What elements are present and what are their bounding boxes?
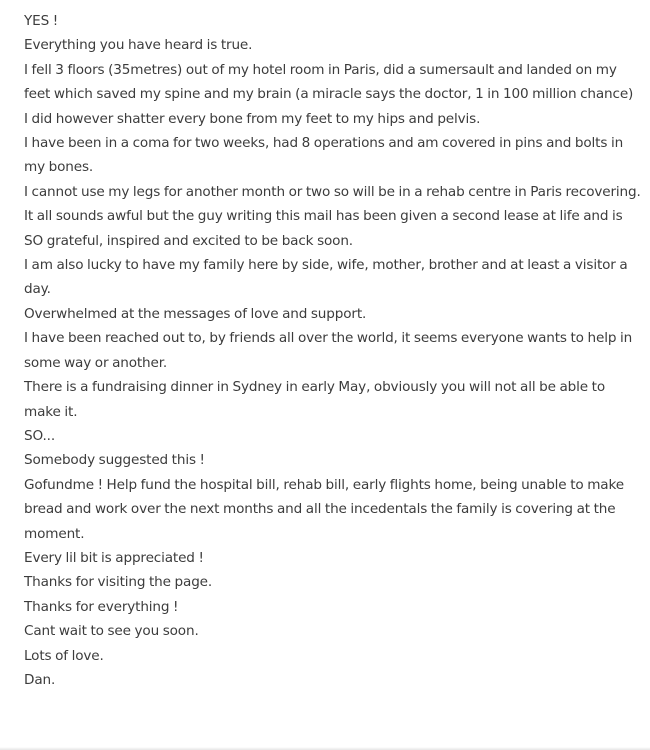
- post-line-everything-true: Everything you have heard is true.: [24, 37, 253, 54]
- post-line-fundraising-dinner: There is a fundraising dinner in Sydney in early May, obviously you will not all be able to make it.: [24, 379, 606, 420]
- post-line-shatter-bones: I did however shatter every bone from my feet to my hips and pelvis.: [24, 110, 481, 127]
- post-line-coma: I have been in a coma for two weeks, had 8 operations and am covered in pins and bolts in my bones.: [24, 135, 624, 176]
- post-line-so: SO...: [24, 427, 55, 444]
- post-body: [24, 9, 642, 692]
- post-line-family: I am also lucky to have my family here by side, wife, mother, brother and at least a visitor a day.: [24, 257, 628, 298]
- post-signature: Dan.: [24, 671, 56, 688]
- post-line-reached-out: I have been reached out to, by friends all over the world, it seems everyone wants to help in some way or another.: [24, 330, 633, 371]
- post-line-yes: YES !: [24, 13, 59, 29]
- post-line-overwhelmed: Overwhelmed at the messages of love and support.: [24, 305, 367, 322]
- post-line-gofundme: Gofundme ! Help fund the hospital bill, rehab bill, early flights home, being unable to make bread and work over the next months and all the incedentals the family is covering at the moment.: [24, 476, 624, 542]
- post-line-lots-of-love: Lots of love.: [24, 647, 104, 664]
- post-line-cant-wait: Cant wait to see you soon.: [24, 623, 199, 640]
- post-line-appreciated: Every lil bit is appreciated !: [24, 549, 204, 566]
- post-line-thanks-visiting: Thanks for visiting the page.: [24, 574, 213, 591]
- post-line-thanks-everything: Thanks for everything !: [24, 598, 179, 615]
- post-line-rehab: I cannot use my legs for another month or two so will be in a rehab centre in Paris recovering.: [24, 183, 641, 200]
- post-line-suggested: Somebody suggested this !: [24, 452, 205, 469]
- post-line-second-lease: It all sounds awful but the guy writing this mail has been given a second lease at life and is SO grateful, inspired and excited to be back soon.: [24, 208, 623, 249]
- post-line-fell-3-floors: I fell 3 floors (35metres) out of my hotel room in Paris, did a sumersault and landed on my feet which saved my spine and my brain (a miracle says the doctor, 1 in 100 million chance): [24, 61, 634, 103]
